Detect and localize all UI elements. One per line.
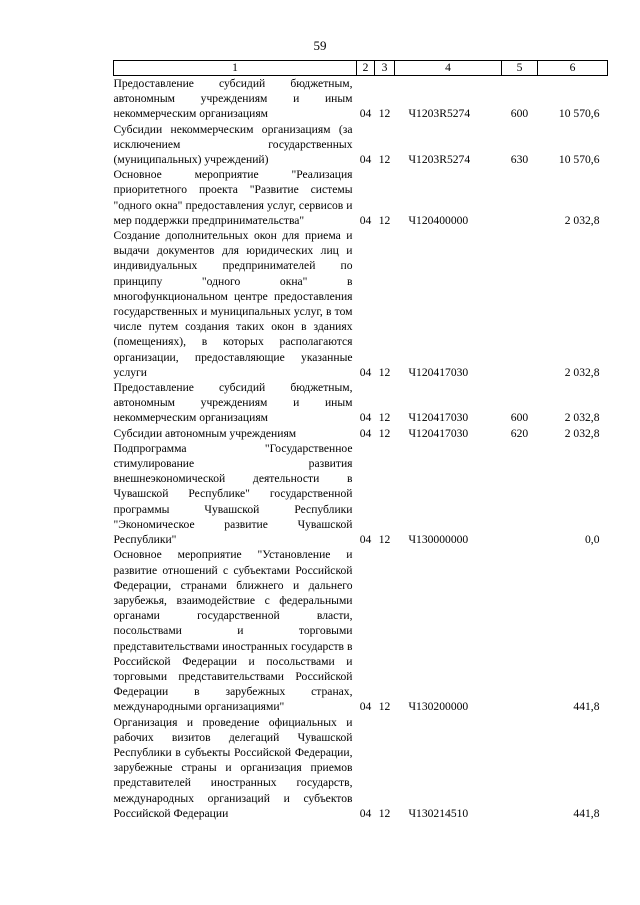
row-name: Основное мероприятие "Реализация приоритетного проекта "Развитие системы "одного окна" предоставления услуг, сервисов и мер поддержки предпринимательства" [113,168,353,227]
row-amount: 0,0 [585,533,600,547]
row-subsection: 12 [378,806,391,820]
row-expense-type [502,715,538,821]
row-amount: 441,8 [573,700,600,714]
row-target-code: Ч130214510 [408,806,469,820]
header-col-3: 3 [375,61,395,76]
table-row [114,426,608,441]
row-amount: 2 032,8 [564,213,600,227]
row-target-code: Ч120417030 [408,411,469,425]
row-expense-type [502,228,538,380]
row-expense-type [502,167,538,228]
row-amount: 2 032,8 [564,365,600,379]
row-target-code: Ч120417030 [408,365,469,379]
header-col-6: 6 [538,61,608,76]
row-target-code: Ч130000000 [408,533,469,547]
row-name: Субсидии некоммерческим организациям (за исключением государственных (муниципальных) учреждений) [113,122,353,167]
header-row [114,61,608,76]
row-expense-type [502,547,538,714]
budget-table [113,60,608,821]
row-subsection: 12 [378,700,391,714]
row-name: Субсидии автономным учреждениям [113,426,297,440]
row-expense-type: 630 [510,153,529,167]
row-name: Предоставление субсидий бюджетным, автономным учреждениям и иным некоммерческим организациям [113,381,353,425]
table-row [114,715,608,821]
row-target-code: Ч1203R5274 [408,107,471,121]
row-section: 04 [359,700,372,714]
table-row [114,547,608,714]
row-amount: 2 032,8 [564,411,600,425]
table-row [114,380,608,426]
row-section: 04 [359,806,372,820]
row-section: 04 [359,153,372,167]
row-name: Основное мероприятие "Установление и развитие отношений с субъектами Российской Федерации, странами ближнего и дальнего зарубежья, взаимодействие с федеральными органами государственной власти, посольствами и торговыми представительствами иностранных государств в Российской Федерации и посольствами и торговыми представительствами Российской Федерации в зарубежных странах, международными организациями" [113,548,353,714]
table-row [114,76,608,122]
row-name: Создание дополнительных окон для приема и выдачи документов для юридических лиц и индивидуальных предпринимателей по принципу "одного окна" в многофункциональном центре предоставления государственных и муниципальных услуг, в том числе путем создания таких окон в зданиях (помещениях), в которых располагаются организации, предоставляющие указанные услуги [113,229,353,379]
row-section: 04 [359,213,372,227]
table-row [114,167,608,228]
row-target-code: Ч120400000 [408,213,469,227]
row-subsection: 12 [378,107,391,121]
row-expense-type: 600 [510,107,529,121]
row-expense-type: 600 [510,411,529,425]
page-number: 59 [313,38,327,53]
row-section: 04 [359,107,372,121]
row-section: 04 [359,426,372,440]
row-name: Подпрограмма "Государственное стимулирование развития внешнеэкономической деятельности в Чувашской Республике" государственной программы Чувашской Республики "Экономическое развитие Чувашской Республики" [113,441,353,547]
row-target-code: Ч120417030 [408,426,469,440]
row-name: Предоставление субсидий бюджетным, автономным учреждениям и иным некоммерческим организациям [113,77,353,121]
header-col-1: 1 [114,61,357,76]
row-subsection: 12 [378,213,391,227]
row-subsection: 12 [378,365,391,379]
row-subsection: 12 [378,426,391,440]
row-target-code: Ч130200000 [408,700,469,714]
row-subsection: 12 [378,411,391,425]
row-target-code: Ч1203R5274 [408,153,471,167]
row-amount: 441,8 [573,806,600,820]
row-section: 04 [359,365,372,379]
table-row [114,228,608,380]
row-amount: 10 570,6 [558,153,600,167]
row-name: Организация и проведение официальных и рабочих визитов делегаций Чувашской Республики в субъекты Российской Федерации, зарубежные страны и организация приемов представителей иностранных государств, международных организаций и субъектов Российской Федерации [113,715,353,820]
header-col-5: 5 [502,61,538,76]
row-expense-type: 620 [510,426,529,440]
table-row [114,122,608,168]
header-col-4: 4 [395,61,502,76]
table-header [114,61,608,76]
row-expense-type [502,441,538,547]
row-section: 04 [359,533,372,547]
row-subsection: 12 [378,153,391,167]
row-amount: 2 032,8 [564,426,600,440]
header-col-2: 2 [357,61,375,76]
row-subsection: 12 [378,533,391,547]
row-section: 04 [359,411,372,425]
row-amount: 10 570,6 [558,107,600,121]
table-row [114,441,608,547]
